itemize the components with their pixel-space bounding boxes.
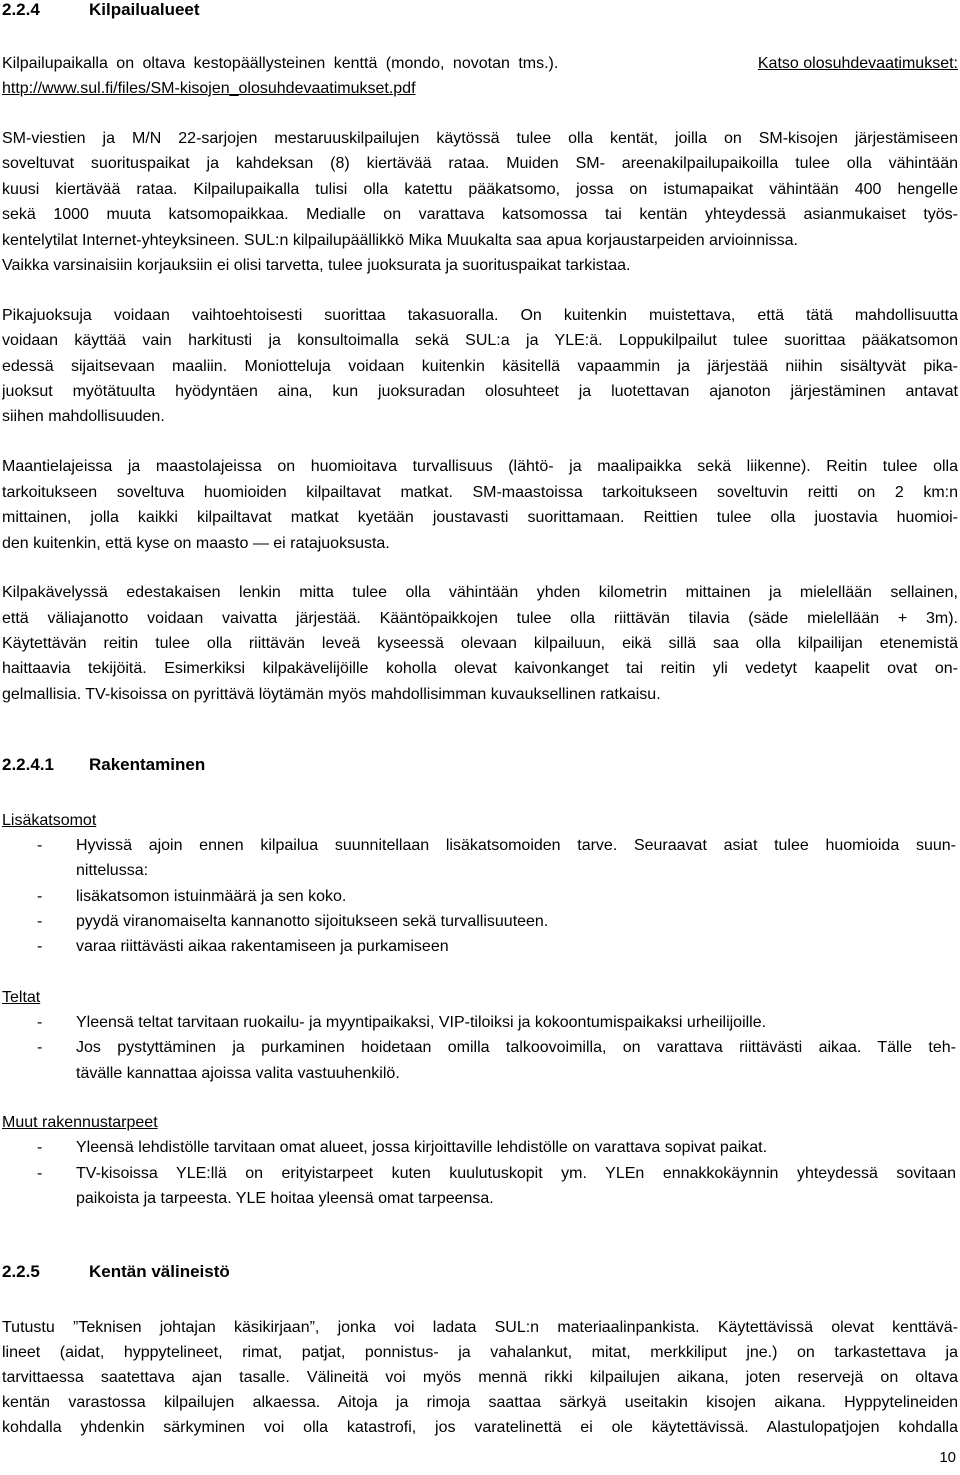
section-heading-2-2-4-1 [2, 755, 205, 777]
paragraph-line: Pikajuoksuja voidaan vaihtoehtoisesti suorittaa takasuoralla. On kuitenkin muistettava, että tätä mahdollisuutta [2, 307, 958, 324]
list-bullet: - [37, 1165, 43, 1182]
paragraph-text: Kilpailupaikalla on oltava kestopäällysteinen kenttä (mondo, novotan tms.). [2, 55, 559, 72]
section-heading-2-2-4 [2, 0, 200, 22]
list-item-line: Yleensä lehdistölle tarvitaan omat alueet, jossa kirjoittaville lehdistölle on varattava sopivat paikat. [76, 1139, 768, 1156]
paragraph-line: kentelytilat Internet-yhteyksineen. SUL:n kilpailupäällikkö Mika Muukalta saa apua korjaustarpeiden arvioinnissa. [2, 232, 798, 249]
paragraph-line: sekä 1000 muuta katsomopaikkaa. Medialle on varattava katsomossa tai kentän yhteydessä asianmukaiset työs- [2, 206, 958, 223]
subsection-title-teltat: Teltat [2, 989, 41, 1006]
paragraph-line: Maantielajeissa ja maastolajeissa on huomioitava turvallisuus (lähtö- ja maalipaikka sekä liikenne). Reitin tulee olla [2, 458, 958, 475]
list-item-line: TV-kisoissa YLE:llä on erityistarpeet kuten kuulutuskopit ym. YLEn ennakkokäynnin yhteydessä sovitaan [76, 1165, 956, 1182]
subsection-title-muut-rakennustarpeet: Muut rakennustarpeet [2, 1114, 158, 1131]
paragraph-line: SM-viestien ja M/N 22-sarjojen mestaruuskilpailujen käytössä tulee olla kentät, joilla on SM-kisojen järjestämiseen [2, 130, 958, 147]
section-title: Rakentaminen [89, 755, 206, 774]
paragraph-line: kuusi kiertävää rataa. Kilpailupaikalla tulisi olla katettu pääkatsomo, jossa on istumapaikat vähintään 400 hengelle [2, 181, 958, 198]
list-item-line: Jos pystyttäminen ja purkaminen hoidetaan omilla talkoovoimilla, on varattava riittävästi aikaa. Tälle teh- [76, 1039, 956, 1056]
list-bullet: - [37, 888, 43, 905]
section-title: Kentän välineistö [89, 1262, 230, 1281]
olosuhdevaatimukset-url[interactable] [2, 79, 416, 101]
list-item-line: Hyvissä ajoin ennen kilpailua suunnitellaan lisäkatsomoiden tarve. Seuraavat asiat tulee huomioida suun- [76, 837, 956, 854]
subsection-title-lisakatsomot: Lisäkatsomot [2, 812, 97, 829]
paragraph-line: kentän varastossa kilpailujen alkaessa. Aitoja ja rimoja saattaa särkyä useitakin kisojen aikana. Hyppytelineiden [2, 1394, 958, 1411]
paragraph-line: tarvittaessa saatettava ajan tasalle. Välineitä voi myös mennä rikki kilpailujen aikana, joten reservejä on oltava [2, 1369, 958, 1386]
paragraph-line: siihen mahdollisuuden. [2, 408, 165, 425]
list-item-line: paikoista ja tarpeesta. YLE hoitaa yleensä omat tarpeensa. [76, 1190, 494, 1207]
paragraph-line: lineet (aidat, hyppytelineet, rimat, patjat, ponnistus- ja vahalankut, mitat, merkkiliput jne.) on tarkastettava ja [2, 1344, 958, 1361]
list-item-line: Yleensä teltat tarvitaan ruokailu- ja myyntipaikaksi, VIP-tiloiksi ja kokoontumispaikaksi urheilijoille. [76, 1014, 767, 1031]
section-number: 2.2.4 [2, 0, 40, 19]
olosuhdevaatimukset-link-label[interactable]: Katso olosuhdevaatimukset: [757, 55, 958, 72]
list-bullet: - [37, 837, 43, 854]
paragraph-line: den kuitenkin, että kyse on maasto — ei ratajuoksusta. [2, 535, 390, 552]
list-item-line: varaa riittävästi aikaa rakentamiseen ja purkamiseen [76, 938, 449, 955]
paragraph-line: voidaan käyttää vain harkitusti ja konsultoimalla sekä SUL:a ja YLE:ä. Loppukilpailut tulee suorittaa pääkatsomon [2, 332, 958, 349]
paragraph-line: että väliajanotto voidaan vaivatta järjestää. Kääntöpaikkojen tulee olla riittävän tilavia (säde mielellään + 3m). [2, 610, 958, 627]
list-bullet: - [37, 938, 43, 955]
paragraph-line: Kilpakävelyssä edestakaisen lenkin mitta tulee olla vähintään yhden kilometrin mittainen ja mielellään sellainen, [2, 584, 958, 601]
paragraph-line: mittainen, jolla kaikki kilpailtavat matkat kyetään joustavasti suorittamaan. Reittien tulee olla juostavia huomioi- [2, 509, 958, 526]
section-heading-2-2-5 [2, 1262, 230, 1284]
paragraph-line: gelmallisia. TV-kisoissa on pyrittävä löytämän myös mahdollisimman kuvauksellinen ratkaisu. [2, 686, 661, 703]
paragraph-line: haittaavia tekijöitä. Esimerkiksi kilpakävelijöille koholla olevat kaivonkanget tai reitin yli vedetyt kaapelit ovat on- [2, 660, 958, 677]
list-item-line: nittelussa: [76, 862, 149, 879]
list-item-line: lisäkatsomon istuinmäärä ja sen koko. [76, 888, 347, 905]
paragraph-line: tarkoitukseen soveltuva huomioiden kilpailtavat matkat. SM-maastoissa tarkoitukseen soveltuvin reitti on 2 km:n [2, 484, 958, 501]
list-item-line: tävälle kannattaa ajoissa valita vastuuhenkilö. [76, 1065, 400, 1082]
paragraph-line: kohdalla yhdenkin särkyminen voi olla katastrofi, jos varatelinettä ei ole käytettävissä. Alastulopatjojen kohdalla [2, 1419, 958, 1436]
paragraph-line: Vaikka varsinaisiin korjauksiin ei olisi tarvetta, tulee juoksurata ja suorituspaikat tarkistaa. [2, 257, 631, 274]
paragraph-line: Käytettävän reitin tulee olla riittävän leveä kyseessä olevaan kilpailuun, eikä sillä saa olla kilpailijan etenemistä [2, 635, 958, 652]
page-number: 10 [939, 1449, 956, 1466]
paragraph-line: soveltuvat suorituspaikat ja kahdeksan (8) kiertävää rataa. Muiden SM- areenakilpailupaikoilla tulee olla vähintään [2, 155, 958, 172]
list-item-line: pyydä viranomaiselta kannanotto sijoitukseen sekä turvallisuuteen. [76, 913, 549, 930]
list-bullet: - [37, 1039, 43, 1056]
list-bullet: - [37, 1014, 43, 1031]
url-link[interactable]: http://www.sul.fi/files/SM-kisojen_olosuhdevaatimukset.pdf [2, 80, 416, 97]
paragraph-line: edessä sijaitsevaan maaliin. Moniotteluja voidaan kuitenkin käsitellä vapaammin ja järjestää niihin sisältyvät pika- [2, 358, 958, 375]
list-bullet: - [37, 913, 43, 930]
paragraph-line: juoksut myötätuulta hyödyntäen aina, kun juoksuradan olosuhteet ja luotettavan ajanoton järjestäminen antavat [2, 383, 958, 400]
section-title: Kilpailualueet [89, 0, 200, 19]
paragraph-line: Tutustu ”Teknisen johtajan käsikirjaan”, jonka voi ladata SUL:n materiaalinpankista. Käytettävissä olevat kenttävä- [2, 1319, 958, 1336]
paragraph-line [2, 54, 958, 76]
list-bullet: - [37, 1139, 43, 1156]
section-number: 2.2.5 [2, 1262, 40, 1281]
section-number: 2.2.4.1 [2, 755, 54, 774]
